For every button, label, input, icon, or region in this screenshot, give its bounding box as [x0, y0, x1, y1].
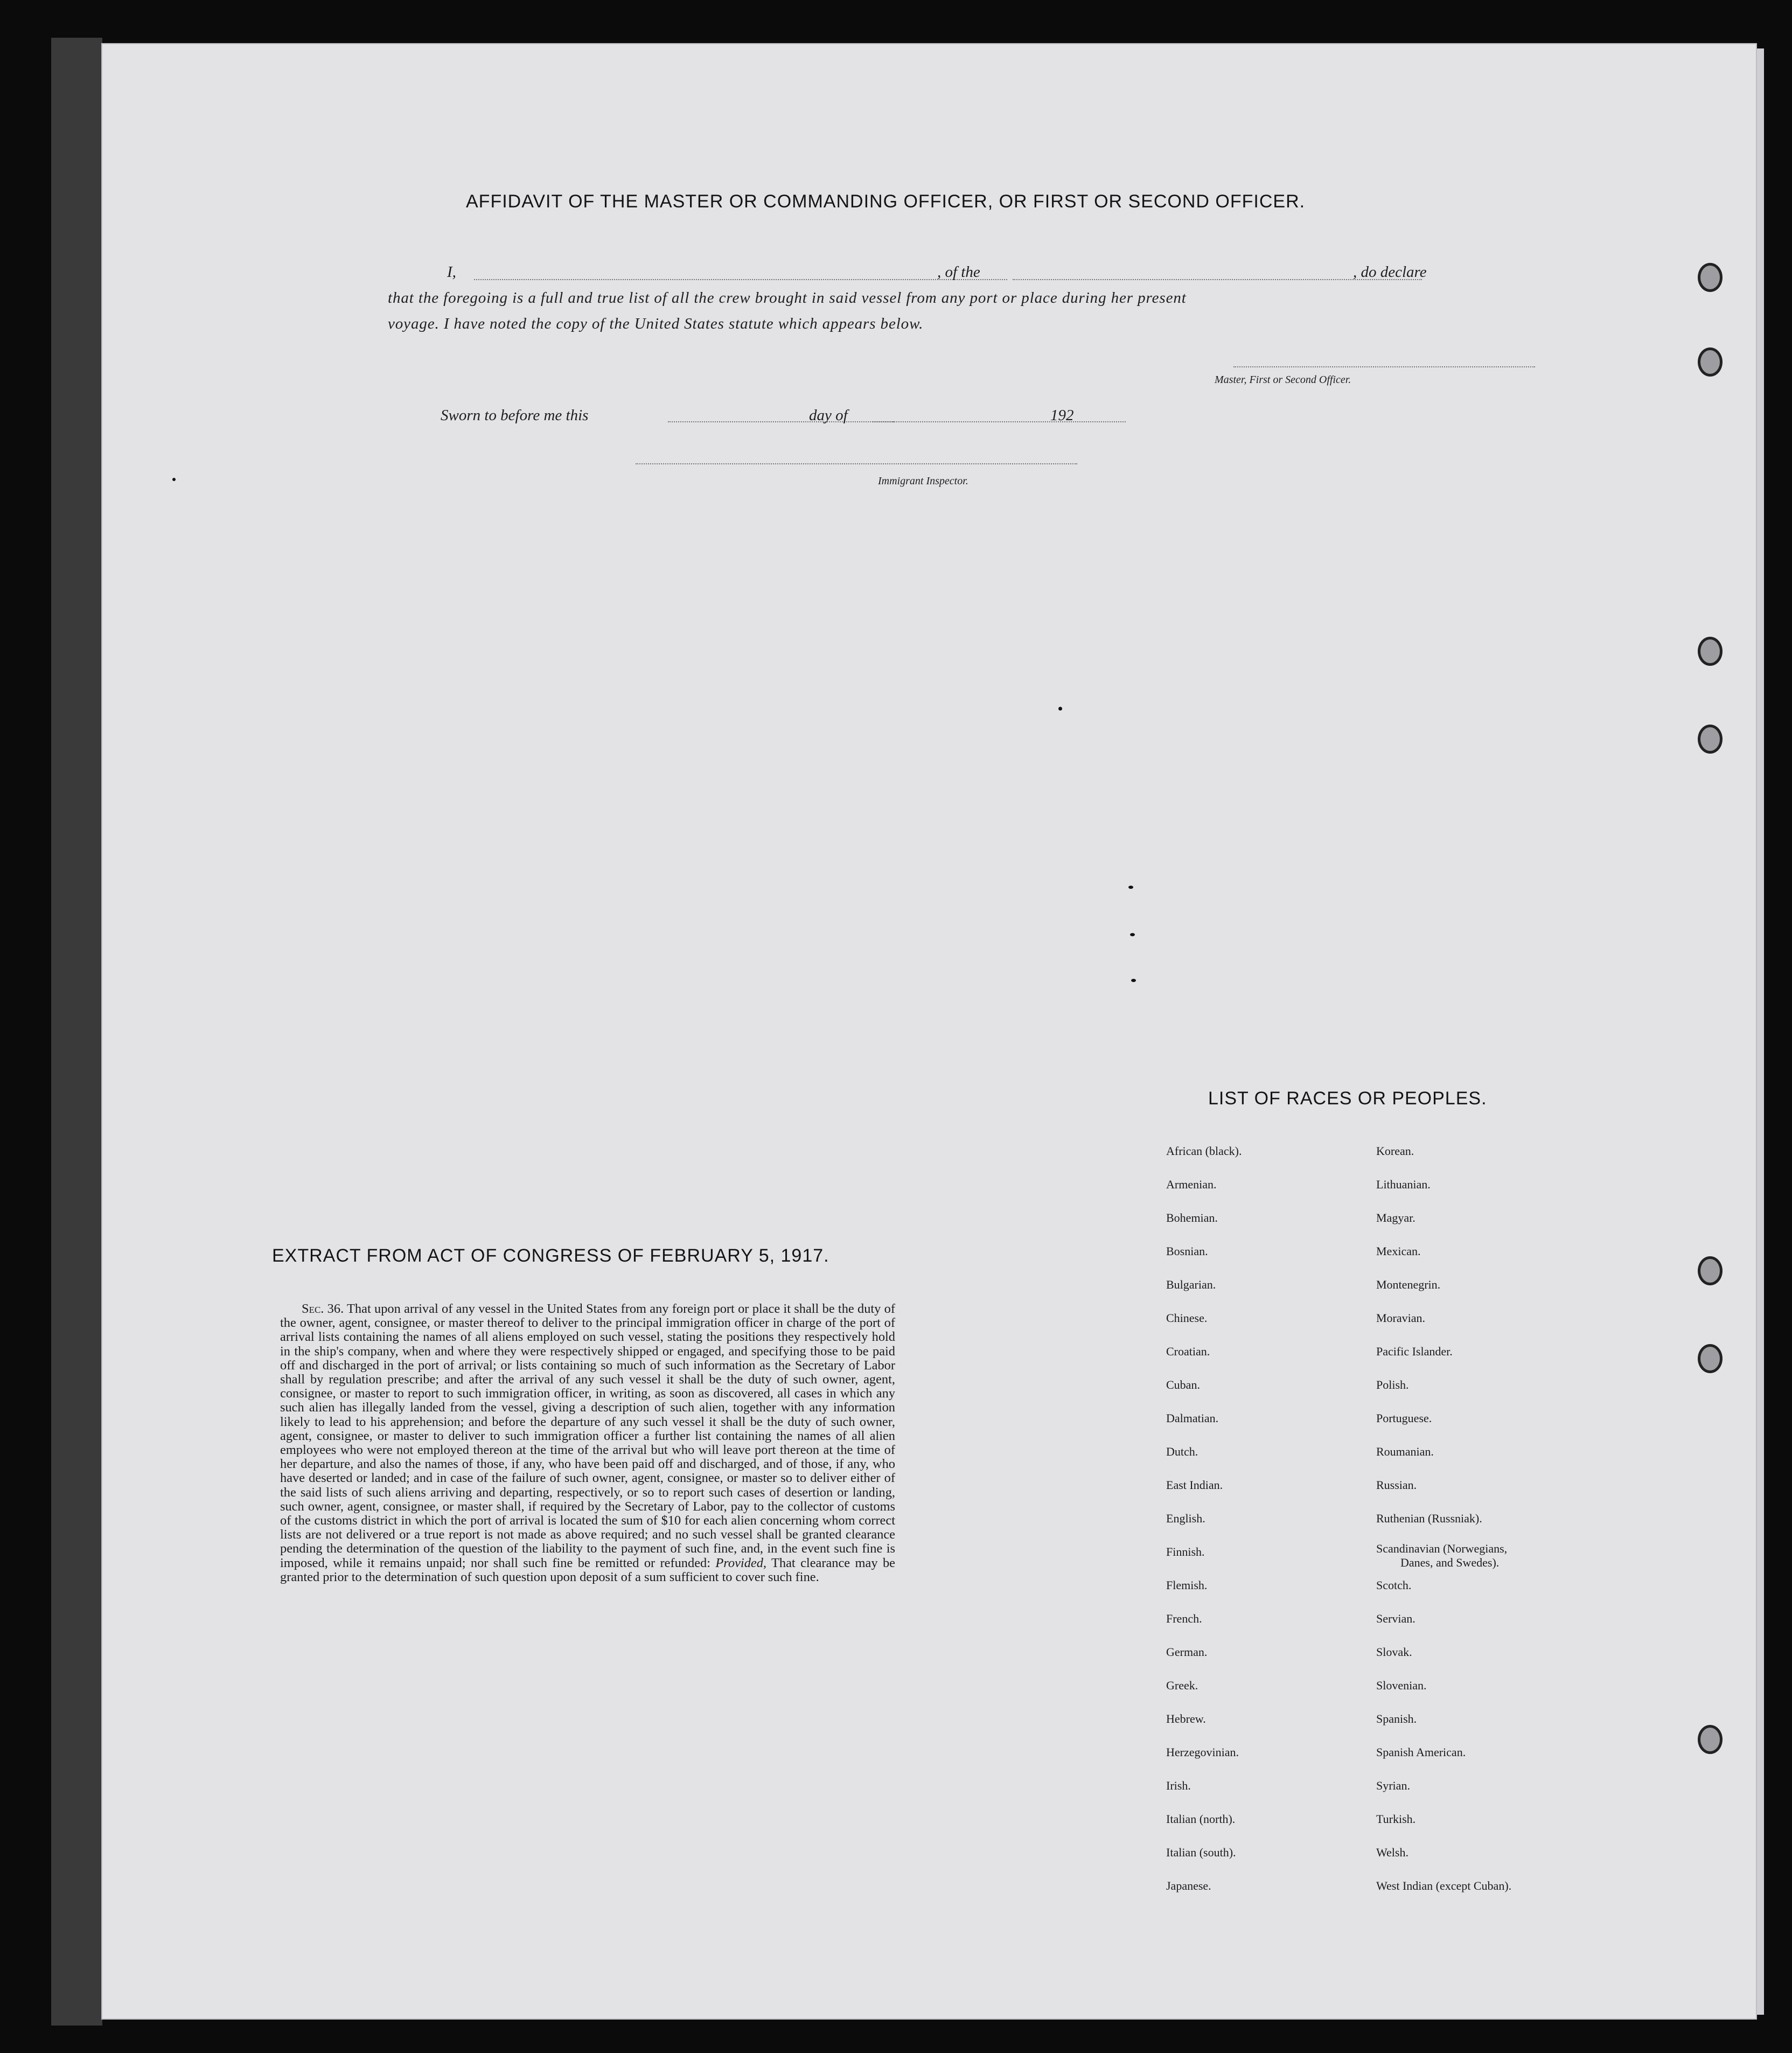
race-right: Spanish American. — [1376, 1745, 1466, 1759]
race-right: Scotch. — [1376, 1578, 1412, 1592]
extract-title: EXTRACT FROM ACT OF CONGRESS OF FEBRUARY 5, 1917. — [272, 1245, 829, 1266]
race-right: Korean. — [1376, 1144, 1414, 1158]
race-right: Roumanian. — [1376, 1445, 1434, 1458]
race-left: Irish. — [1166, 1779, 1191, 1792]
race-left: Dutch. — [1166, 1445, 1198, 1458]
race-right: Moravian. — [1376, 1311, 1426, 1325]
race-left: Cuban. — [1166, 1378, 1200, 1391]
race-left: Bohemian. — [1166, 1211, 1218, 1224]
punch-hole — [1698, 1256, 1723, 1285]
ink-speck — [1128, 886, 1133, 889]
race-left: East Indian. — [1166, 1478, 1223, 1492]
race-right: Scandinavian (Norwegians, — [1376, 1542, 1508, 1555]
sworn-day-blank — [668, 421, 894, 422]
race-left: Hebrew. — [1166, 1712, 1206, 1725]
affidavit-of-the: , of the — [937, 263, 980, 281]
punch-hole — [1698, 725, 1723, 754]
statute-body-1: That upon arrival of any vessel in the United States from any foreign port or place it shall be the duty of the owner, agent, consignee, or master thereof to deliver to the principal immigration officer in charge of the port of arrival lists containing the names of all aliens employed on such vessel, stating the positions they respectively hold in the ship's company, when and where they were respectively shipped or engaged, and specifying those to be paid off and discharged in the port of arrival; or lists containing so much of such information as the Secretary of Labor shall by regulation prescribe; and after the arrival of any such vessel it shall be the duty of such owner, agent, consignee, or master to report to such immigration officer, in writing, as soon as discovered, all cases in which any such alien has illegally landed from the vessel, giving a description of such alien, together with any information likely to lead to his apprehension; and before the departure of any such vessel it shall be the duty of such owner, agent, consignee, or master to deliver to such immigration officer a further list containing the names of all alien employees who were not employed thereon at the time of the arrival but who will leave port thereon at the time of her departure, and also the names of those, if any, who have been paid off and discharged, and of those, if any, who have deserted or landed; and in case of the failure of such owner, agent, consignee, or master so to deliver either of the said lists of such aliens arriving and departing, respectively, or so to report such cases of desertion or landing, such owner, agent, consignee, or master shall, if required by the Secretary of Labor, pay to the collector of customs of the customs district in which the port of arrival is located the sum of $10 for each alien concerning whom correct lists are not delivered or a true report is not made as above required; and no such vessel shall be granted clearance pending the determination of the question of the liability to the payment of such fine, and, in the event such fine is imposed, while it remains unpaid; nor shall such fine be remitted or refunded: — [280, 1302, 895, 1570]
signature-label: Master, First or Second Officer. — [1215, 374, 1351, 386]
race-left: Italian (south). — [1166, 1846, 1236, 1859]
race-right: West Indian (except Cuban). — [1376, 1879, 1512, 1892]
races-title: LIST OF RACES OR PEOPLES. — [1208, 1088, 1487, 1109]
race-left: German. — [1166, 1645, 1208, 1659]
race-left: Dalmatian. — [1166, 1411, 1219, 1425]
race-right: Pacific Islander. — [1376, 1345, 1453, 1358]
race-right: Magyar. — [1376, 1211, 1416, 1224]
race-left: Chinese. — [1166, 1311, 1208, 1325]
race-right: Ruthenian (Russniak). — [1376, 1512, 1482, 1525]
signature-blank — [1233, 366, 1535, 367]
race-left: Bosnian. — [1166, 1244, 1208, 1258]
affidavit-title: AFFIDAVIT OF THE MASTER OR COMMANDING OFFICER, OR FIRST OR SECOND OFFICER. — [466, 191, 1306, 212]
ink-speck — [1131, 979, 1136, 982]
race-right: Montenegrin. — [1376, 1278, 1441, 1291]
race-right: Slovak. — [1376, 1645, 1412, 1659]
race-right: Welsh. — [1376, 1846, 1409, 1859]
race-left: African (black). — [1166, 1144, 1242, 1158]
race-left: English. — [1166, 1512, 1205, 1525]
document-page — [102, 44, 1756, 2019]
race-right: Polish. — [1376, 1378, 1409, 1391]
race-right: Danes, and Swedes). — [1400, 1556, 1500, 1569]
race-right: Russian. — [1376, 1478, 1417, 1492]
name-blank — [474, 279, 1007, 280]
race-right: Servian. — [1376, 1612, 1416, 1625]
adjacent-page-strip — [51, 38, 102, 2026]
race-right: Spanish. — [1376, 1712, 1417, 1725]
statute-body-2: That clearance may be granted prior to the determination of such question upon deposit of a sum sufficient to cover such fine. — [280, 1555, 895, 1584]
sworn-label: Sworn to before me this — [441, 407, 589, 424]
race-left: Croatian. — [1166, 1345, 1210, 1358]
affidavit-i: I, — [447, 263, 456, 281]
inspector-label: Immigrant Inspector. — [878, 475, 968, 487]
race-left: Italian (north). — [1166, 1812, 1236, 1826]
race-right: Slovenian. — [1376, 1679, 1427, 1692]
affidavit-line2: that the foregoing is a full and true list of all the crew brought in said vessel from any port or place during her present — [388, 289, 1187, 307]
race-left: Japanese. — [1166, 1879, 1211, 1892]
race-right: Mexican. — [1376, 1244, 1421, 1258]
race-left: French. — [1166, 1612, 1202, 1625]
ink-speck — [1130, 933, 1135, 936]
inspector-blank — [636, 463, 1077, 464]
year-prefix: 192 — [1050, 407, 1074, 424]
race-left: Bulgarian. — [1166, 1278, 1216, 1291]
provided-word: Provided, — [715, 1555, 767, 1570]
race-right: Portuguese. — [1376, 1411, 1432, 1425]
punch-hole — [1698, 347, 1723, 377]
statute-text — [280, 1302, 895, 1584]
section-label: Sec. 36. — [302, 1302, 344, 1316]
punch-hole — [1698, 1725, 1723, 1754]
race-right: Turkish. — [1376, 1812, 1416, 1826]
punch-hole — [1698, 1344, 1723, 1373]
ink-speck — [172, 478, 176, 481]
race-right: Lithuanian. — [1376, 1178, 1431, 1191]
ink-speck — [1058, 707, 1062, 711]
race-left: Greek. — [1166, 1679, 1198, 1692]
punch-hole — [1698, 263, 1723, 292]
affidavit-declare: , do declare — [1353, 263, 1427, 281]
day-of-label: day of — [809, 407, 848, 424]
race-right: Syrian. — [1376, 1779, 1410, 1792]
race-left: Flemish. — [1166, 1578, 1208, 1592]
affidavit-line3: voyage. I have noted the copy of the United States statute which appears below. — [388, 315, 924, 332]
punch-hole — [1698, 637, 1723, 666]
month-blank — [873, 421, 1126, 422]
race-left: Armenian. — [1166, 1178, 1217, 1191]
race-left: Herzegovinian. — [1166, 1745, 1239, 1759]
race-left: Finnish. — [1166, 1545, 1205, 1558]
